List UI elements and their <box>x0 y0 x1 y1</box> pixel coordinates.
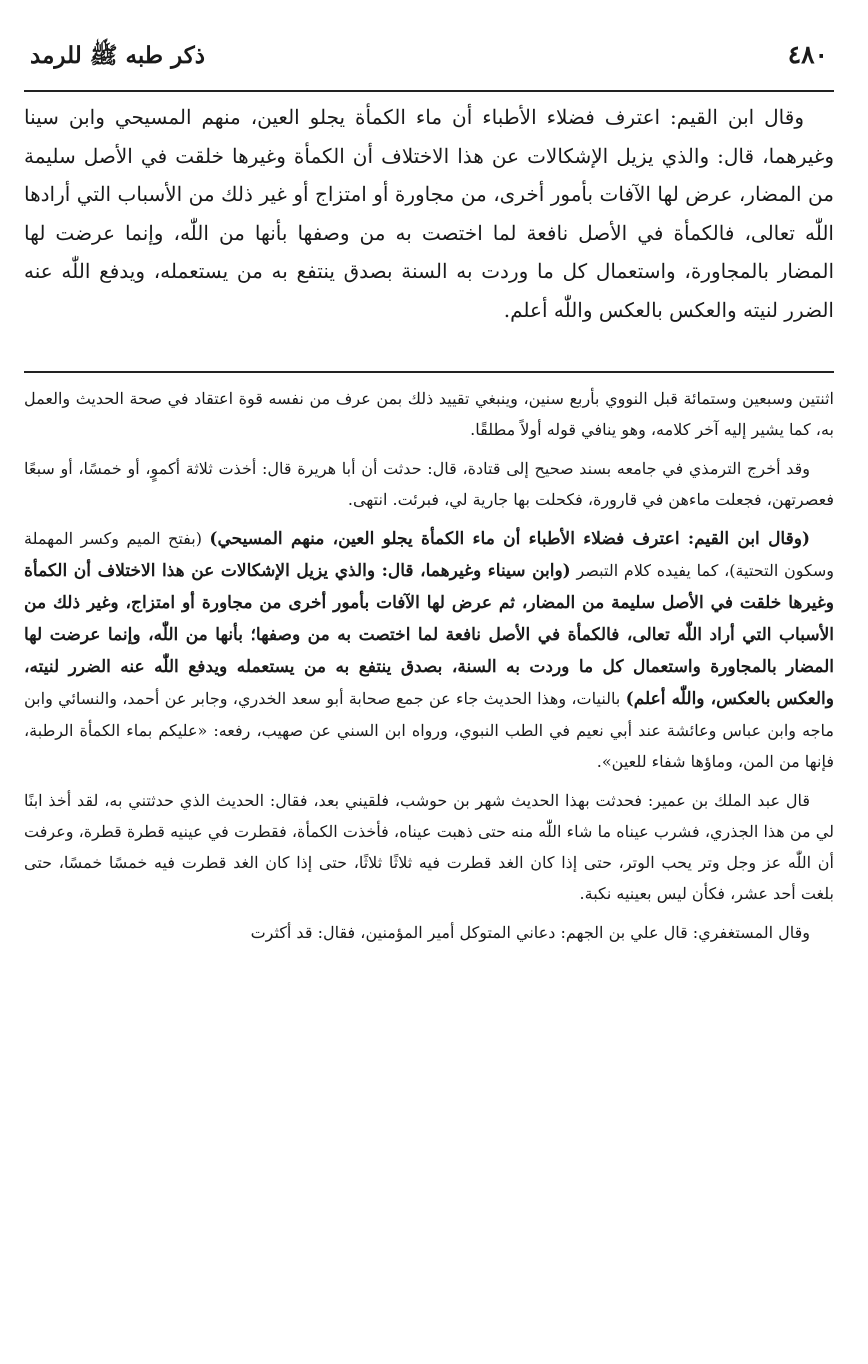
commentary-paragraph-4: قال عبد الملك بن عمير: فحدثت بهذا الحديث شهر بن حوشب، فلقيني بعد، فقال: الحديث الذي حدثتني به، لقد أخذ ابنًا لي من هذا الجذري، فشرب عيناه ما شاء اللّٰه منه حتى ذهبت عيناه، فأخذت الكمأة، فقطرت في عينيه قطرة قطرة، وعرفت أن اللّٰه عز وجل وتر يحب الوتر، حتى إذا كان الغد قطرت فيه ثلاثًا ثلاثًا، حتى إذا كان الغد قطرت فيه خمسًا خمسًا، حتى بلغت أحد عشر، فكأن ليس بعينيه نكبة. <box>24 791 834 903</box>
quoted-text: (وابن سيناء وغيرهما، قال: والذي يزيل الإشكالات عن هذا الاختلاف أن الكمأة وغيرها خلقت في الأصل سليمة من المضار، ثم عرض لها الآفات بأمور أخرى من مجاورة أو امتزاج، وغير ذلك من الأسباب التي أراد اللّٰه تعالى، فالكمأة في الأصل نافعة لما اختصت به من وصفها؛ بأنها من اللّٰه، وإنما عرضت لها المضار بالمجاورة واستعمال كل ما وردت به السنة، بصدق ينتفع به من يستعمله ويدفع اللّٰه عنه الضرر لنيته، والعكس بالعكس، واللّٰه أعلم) <box>24 561 834 709</box>
commentary-paragraph-5: وقال المستغفري: قال علي بن الجهم: دعاني المتوكل أمير المؤمنين، فقال: قد أكثرت <box>250 923 810 942</box>
main-paragraph: وقال ابن القيم: اعترف فضلاء الأطباء أن ماء الكمأة يجلو العين، منهم المسيحي وابن سينا وغيرهما، قال: والذي يزيل الإشكالات عن هذا الاختلاف أن الكمأة وغيرها خلقت في الأصل سليمة من المضار، عرض لها الآفات بأمور أخرى، من مجاورة أو امتزاج أو غير ذلك من الأسباب التي أرادها اللّٰه تعالى، فالكمأة في الأصل نافعة لما اختصت به من وصفها بأنها من اللّٰه، وإنما عرضت لها المضار بالمجاورة، واستعمال كل ما وردت به السنة بصدق ينتفع به من يستعمله، ويدفع اللّٰه عنه الضرر لنيته والعكس بالعكس واللّٰه أعلم. <box>24 105 834 322</box>
footnote-separator <box>24 371 834 373</box>
main-text <box>24 98 834 329</box>
quoted-text: (وقال ابن القيم: اعترف فضلاء الأطباء أن ماء الكمأة يجلو العين، منهم المسيحي) <box>209 529 810 549</box>
page-number: ٤٨٠ <box>787 40 828 69</box>
commentary-paragraph-1: اثنتين وسبعين وستمائة قبل النووي بأربع سنين، وينبغي تقييد ذلك بمن عرف من نفسه قوة اعتقاد في صحة الحديث والعمل به، كما يشير إليه آخر كلامه، وهو ينافي قوله أولاً مطلقًا. <box>24 389 834 439</box>
commentary-text: بالنيات، وهذا الحديث جاء عن جمع صحابة أبو سعد الخدري، وجابر عن أحمد، والنسائي وابن ماجه وابن عباس وعائشة عند أبي نعيم في الطب النبوي، ورواه ابن السني عن صهيب، رفعه: «عليكم بماء الكمأة الرطبة، فإنها من المن، وماؤها شفاء للعين». <box>24 689 834 771</box>
commentary <box>24 383 834 948</box>
book-page <box>24 40 834 956</box>
commentary-text: (بفتح الميم وكسر المهملة وسكون التحتية)، كما يفيده كلام التبصر <box>24 529 834 580</box>
header-rule <box>24 90 834 92</box>
commentary-paragraph-3 <box>24 523 834 777</box>
running-title: ذكر طبه ﷺ للرمد <box>30 42 205 69</box>
page-header <box>24 40 834 82</box>
commentary-paragraph-2: وقد أخرج الترمذي في جامعه بسند صحيح إلى قتادة، قال: حدثت أن أبا هريرة قال: أخذت ثلاثة أكموٍ، أو خمسًا، أو سبعًا فعصرتهن، فجعلت ماءهن في قارورة، فكحلت بها جارية لي، فبرئت. انتهى. <box>24 459 834 509</box>
